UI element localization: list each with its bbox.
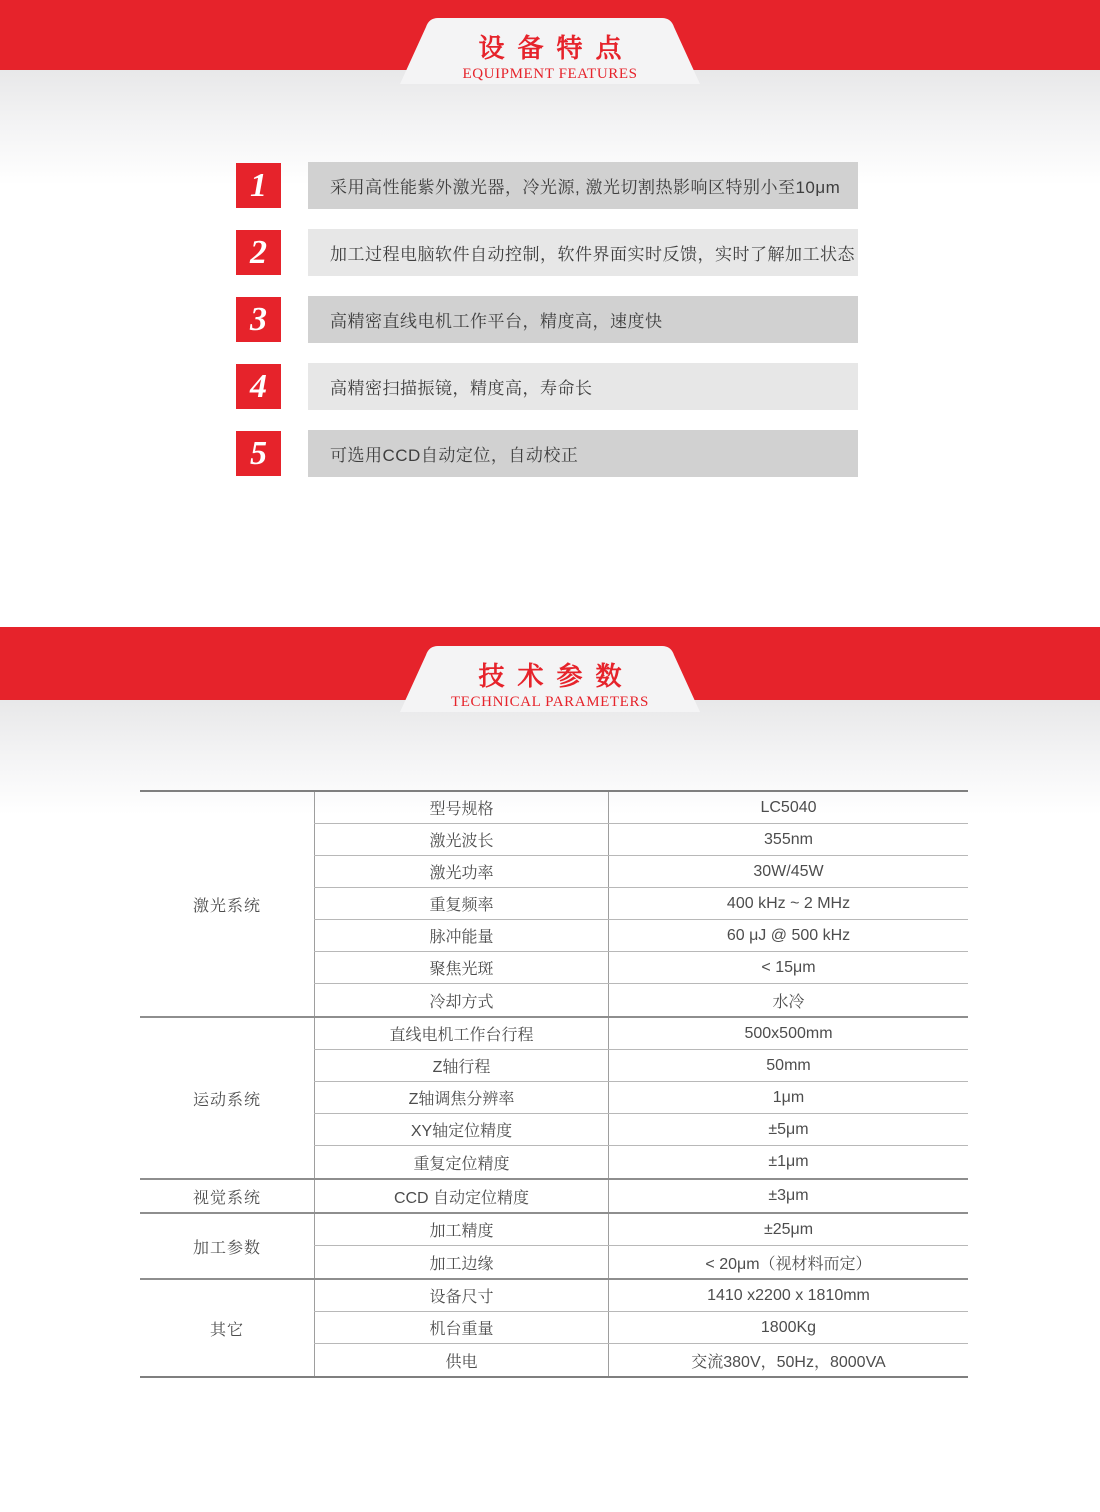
spec-value: LC5040	[608, 792, 968, 823]
spec-group-rows	[314, 1180, 968, 1212]
spec-value: 355nm	[608, 824, 968, 855]
spec-value: < 20μm（视材料而定）	[608, 1246, 968, 1278]
spec-value: ±3μm	[608, 1180, 968, 1212]
spec-label: 供电	[314, 1344, 608, 1376]
spec-value: 1410 x2200 x 1810mm	[608, 1280, 968, 1311]
spec-row	[314, 1146, 968, 1178]
spec-value: ±5μm	[608, 1114, 968, 1145]
spec-label: 加工边缘	[314, 1246, 608, 1278]
spec-value: 500x500mm	[608, 1018, 968, 1049]
spec-value: < 15μm	[608, 952, 968, 983]
spec-group	[140, 1018, 968, 1180]
spec-label: 型号规格	[314, 792, 608, 823]
feature-number-badge: 2	[236, 230, 281, 275]
spec-category: 加工参数	[192, 1239, 261, 1257]
spec-row	[314, 1214, 968, 1246]
spec-label: 脉冲能量	[314, 920, 608, 951]
spec-row	[314, 824, 968, 856]
spec-group	[140, 1280, 968, 1376]
feature-text: 加工过程电脑软件自动控制，软件界面实时反馈，实时了解加工状态	[330, 245, 855, 264]
feature-text: 可选用CCD自动定位，自动校正	[330, 446, 579, 465]
spec-label: 激光波长	[314, 824, 608, 855]
spec-category: 运动系统	[192, 1091, 261, 1109]
params-title-en: TECHNICAL PARAMETERS	[451, 694, 649, 710]
spec-value: 50mm	[608, 1050, 968, 1081]
spec-group-rows	[314, 1018, 968, 1178]
spec-value: 1800Kg	[608, 1312, 968, 1343]
spec-row	[314, 1114, 968, 1146]
feature-row	[236, 296, 858, 343]
spec-row	[314, 792, 968, 824]
spec-row	[314, 1050, 968, 1082]
spec-label: Z轴行程	[314, 1050, 608, 1081]
spec-row	[314, 984, 968, 1016]
spec-row	[314, 1280, 968, 1312]
params-title-cn: 技术参数	[478, 661, 635, 691]
spec-label: CCD 自动定位精度	[314, 1180, 608, 1212]
feature-number-badge: 1	[236, 163, 281, 208]
feature-row	[236, 162, 858, 209]
feature-text-bar	[308, 296, 858, 343]
spec-group	[140, 792, 968, 1018]
spec-row	[314, 1082, 968, 1114]
spec-row	[314, 920, 968, 952]
feature-text: 高精密扫描振镜，精度高，寿命长	[330, 379, 593, 398]
spec-value: 交流380V，50Hz，8000VA	[608, 1344, 968, 1376]
features-title-cn: 设备特点	[478, 33, 635, 63]
feature-number-badge: 4	[236, 364, 281, 409]
spec-row	[314, 856, 968, 888]
spec-label: XY轴定位精度	[314, 1114, 608, 1145]
spec-value: ±1μm	[608, 1146, 968, 1178]
spec-label: 直线电机工作台行程	[314, 1018, 608, 1049]
feature-number-badge: 5	[236, 431, 281, 476]
spec-group	[140, 1180, 968, 1214]
spec-group-rows	[314, 1214, 968, 1278]
feature-row	[236, 363, 858, 410]
spec-row	[314, 952, 968, 984]
spec-category: 视觉系统	[192, 1189, 261, 1207]
feature-text-bar	[308, 430, 858, 477]
feature-text-bar	[308, 229, 858, 276]
spec-label: 机台重量	[314, 1312, 608, 1343]
spec-row	[314, 1246, 968, 1278]
spec-category: 激光系统	[192, 897, 261, 915]
feature-number-badge: 3	[236, 297, 281, 342]
feature-text: 采用高性能紫外激光器，冷光源, 激光切割热影响区特别小至10μm	[330, 178, 841, 197]
spec-label: 激光功率	[314, 856, 608, 887]
spec-value: 1μm	[608, 1082, 968, 1113]
spec-label: 重复定位精度	[314, 1146, 608, 1178]
spec-row	[314, 1344, 968, 1376]
params-banner-plate	[400, 646, 700, 712]
spec-value: ±25μm	[608, 1214, 968, 1245]
spec-label: 加工精度	[314, 1214, 608, 1245]
feature-row	[236, 430, 858, 477]
feature-row	[236, 229, 858, 276]
spec-row	[314, 888, 968, 920]
spec-row	[314, 1312, 968, 1344]
features-title-en: EQUIPMENT FEATURES	[462, 66, 638, 82]
spec-group-rows	[314, 1280, 968, 1376]
spec-group-rows	[314, 792, 968, 1016]
spec-label: Z轴调焦分辨率	[314, 1082, 608, 1113]
feature-text-bar	[308, 162, 858, 209]
spec-value: 400 kHz ~ 2 MHz	[608, 888, 968, 919]
spec-label: 设备尺寸	[314, 1280, 608, 1311]
spec-label: 冷却方式	[314, 984, 608, 1016]
spec-label: 重复频率	[314, 888, 608, 919]
spec-row	[314, 1180, 968, 1212]
spec-group	[140, 1214, 968, 1280]
spec-value: 30W/45W	[608, 856, 968, 887]
features-banner-plate	[400, 18, 700, 84]
spec-row	[314, 1018, 968, 1050]
spec-label: 聚焦光斑	[314, 952, 608, 983]
spec-table	[140, 790, 968, 1378]
params-banner-titles	[400, 646, 700, 711]
features-banner-titles	[400, 18, 700, 83]
spec-category: 其它	[209, 1321, 244, 1339]
feature-text-bar	[308, 363, 858, 410]
features-list	[236, 162, 858, 497]
spec-value: 60 μJ @ 500 kHz	[608, 920, 968, 951]
feature-text: 高精密直线电机工作平台，精度高，速度快	[330, 312, 663, 331]
spec-value: 水冷	[608, 984, 968, 1016]
